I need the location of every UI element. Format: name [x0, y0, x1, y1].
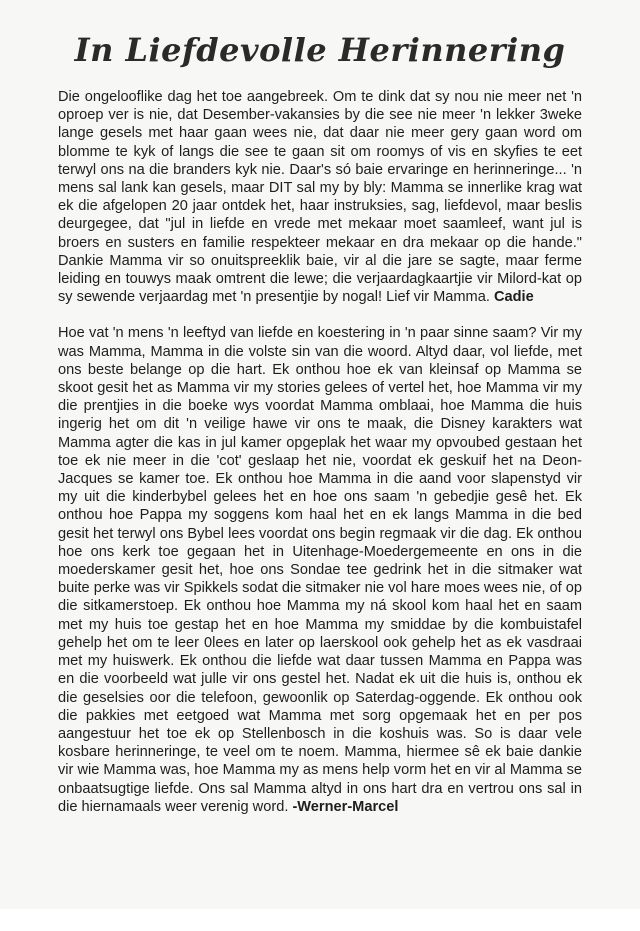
- tribute-paragraph-werner-marcel: [58, 324, 582, 815]
- tribute-signature: Cadie: [493, 289, 534, 306]
- tribute-signature: -Werner-Marcel: [292, 798, 399, 815]
- tribute-text: Die ongelooflike dag het toe aangebreek. Om te dink dat sy nou nie meer net 'n oproep ver is nie, dat Desember-vakansies by die see nie meer 'n lekker 3weke lange gesels met haar gaan wees nie, dat daar nie meer gery gaan word om blomme te kyk of langs die see te gaan sit om roomys of vis en skyfies te eet terwyl ons na die branders kyk nie. Daar's só baie ervaringe en herinneringe... 'n mens sal lank kan gesels, maar DIT sal my by bly: Mamma se innerlike krag wat ek die afgelopen 20 jaar ontdek het, haar instruksies, sag, liefdevol, maar beslis deurgegee, dat "jul in liefde en vrede met mekaar moet saamleef, want jul is broers en susters en familie respekteer mekaar en dra mekaar op die hande." Dankie Mamma vir so onuitspreeklik baie, vir al die jare se sagte, maar ferme leiding en touwys maak omtrent die lewe; die verjaardagkaartjie vir Milord-kat op sy sewende verjaardag met 'n presentjie by nogal! Lief vir Mamma.: [58, 89, 582, 306]
- tribute-text: Hoe vat 'n mens 'n leeftyd van liefde en koestering in 'n paar sinne saam? Vir my was Mamma, Mamma in die volste sin van die woord. Altyd daar, vol liefde, met ons beste belange op die hart. Ek onthou hoe ek van kleinsaf op Mamma se skoot gesit het as Mamma vir my stories gelees of vertel het, hoe Mamma vir my die prentjies in die boeke wys voordat Mamma omblaai, hoe Mamma die huis ingerig het om dit 'n veilige hawe vir ons te maak, die Disney karakters wat Mamma agter die kas in jul kamer opgeplak het waar my opvoubed gestaan het toe ek nie meer in die 'cot' geslaap het nie, voordat ek geskuif het na Deon-Jacques se kamer toe. Ek onthou hoe Mamma in die aand voor slapenstyd vir my uit die kinderbybel gelees het en hoe ons saam 'n gebedjie gesê het. Ek onthou hoe Pappa my soggens kom haal het en ek langs Mamma in die bed gesit het terwyl ons Bybel lees voordat ons begin regmaak vir die dag. Ek onthou hoe ons kerk toe gegaan het in Uitenhage-Moedergemeente en ons in die moederskamer gesit het, hoe ons Sondae tee gedrink het in die sitmaker wat buite perke was vir Spikkels sodat die sitmaker nie vol hare moes wees nie, of op die sitkamerstoep. Ek onthou hoe Mamma my ná skool kom haal het en saam met my huis toe gestap het en hoe Mamma my smiddae by die kombuistafel gehelp het om te leer 0lees en later op laerskool ook gehelp het as ek vasdraai met my huiswerk. Ek onthou die liefde wat daar tussen Mamma en Pappa was en die voorbeeld wat julle vir ons gestel het. Nadat ek uit die huis is, onthou ek die geselsies oor die telefoon, gewoonlik op Saterdag-oggende. Ek onthou ook die pakkies met eetgoed wat Mamma met sorg opgemaak het en per pos aangestuur het toe ek op Stellenbosch in die koshuis was. So is daar vele kosbare herinneringe, te veel om te noem. Mamma, hiermee sê ek baie dankie vir wie Mamma was, hoe Mamma my as mens help vorm het en vir al Mamma se onbaatsugtige liefde. Ons sal Mamma altyd in ons hart dra en vertrou ons sal in die hiernamaals weer verenig word.: [58, 325, 583, 815]
- tribute-paragraph-cadie: [58, 88, 582, 306]
- page-bottom-margin: [0, 909, 640, 931]
- page-title: In Liefdevolle Herinnering: [74, 31, 566, 69]
